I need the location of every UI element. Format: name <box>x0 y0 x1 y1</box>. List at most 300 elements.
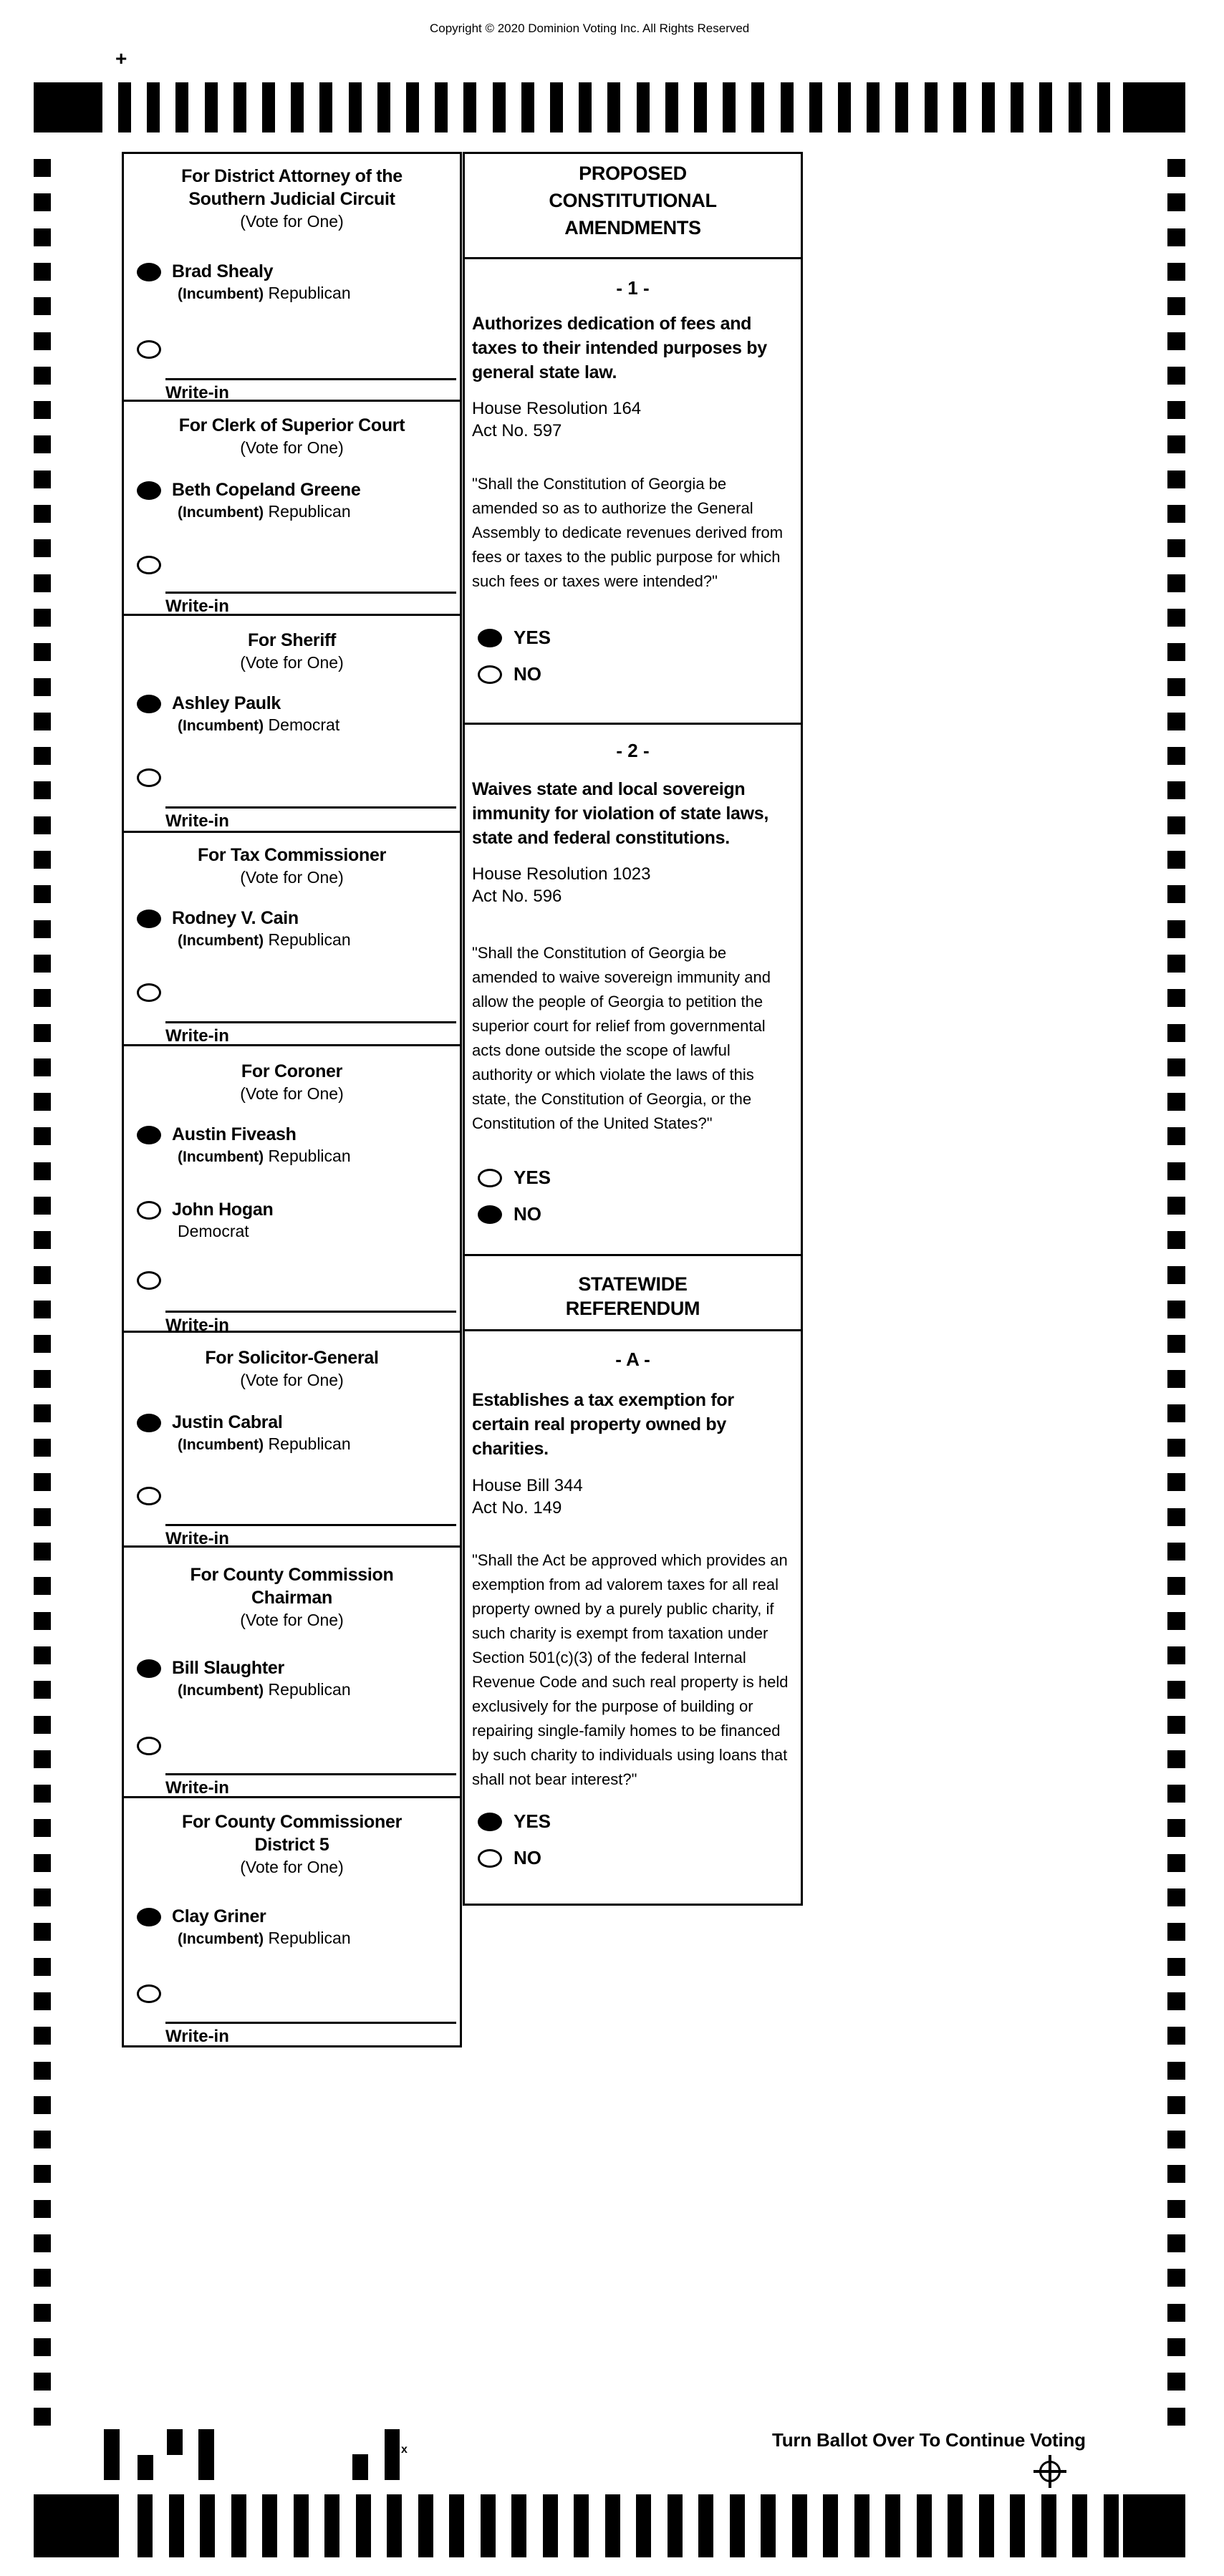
timing-mark <box>698 2494 713 2557</box>
timing-mark <box>34 713 51 730</box>
no-oval[interactable] <box>478 665 502 684</box>
timing-mark <box>895 82 908 132</box>
timing-mark <box>792 2494 807 2557</box>
timing-mark <box>34 263 51 281</box>
timing-mark <box>34 885 51 903</box>
timing-mark <box>1167 2304 1185 2322</box>
candidate-oval[interactable] <box>137 1201 161 1220</box>
timing-mark <box>1167 1923 1185 1941</box>
candidate-text <box>172 479 361 521</box>
measure-question: "Shall the Constitution of Georgia be amended so as to authorize the General Assembly to dedicate revenues derived from fees or taxes to the public purpose for which such fees or taxes were intended?" <box>472 475 784 590</box>
timing-mark <box>1167 1301 1185 1318</box>
timing-mark <box>34 193 51 211</box>
timing-mark <box>761 2494 776 2557</box>
timing-mark <box>34 297 51 315</box>
timing-mark <box>34 1958 51 1976</box>
timing-mark <box>979 2494 994 2557</box>
candidate-oval[interactable] <box>137 1659 161 1678</box>
timing-mark <box>34 1646 51 1664</box>
timing-mark <box>34 989 51 1007</box>
timing-mark <box>34 1716 51 1734</box>
timing-block <box>1123 2494 1185 2557</box>
timing-mark <box>34 2408 51 2426</box>
timing-mark <box>885 2494 900 2557</box>
timing-mark <box>34 1992 51 2010</box>
timing-mark <box>1167 193 1185 211</box>
timing-mark <box>34 1335 51 1353</box>
timing-mark <box>147 82 160 132</box>
timing-mark <box>781 82 794 132</box>
timing-mark <box>1167 2373 1185 2391</box>
write-in-label: Write-in <box>165 1529 229 1548</box>
timing-mark <box>34 1024 51 1042</box>
timing-mark <box>982 82 995 132</box>
timing-mark <box>1167 1819 1185 1837</box>
measure-choices <box>465 628 801 684</box>
write-in-area[interactable] <box>165 1524 456 1548</box>
write-in-oval[interactable] <box>137 983 161 1002</box>
candidate-text <box>172 1657 351 1699</box>
write-in-area[interactable] <box>165 592 456 616</box>
timing-mark <box>1167 781 1185 799</box>
timing-mark <box>169 2494 184 2557</box>
measure-number: - 2 - <box>616 740 650 761</box>
measure-summary: Establishes a tax exemption for certain real property owned by charities. <box>472 1390 734 1459</box>
timing-mark <box>34 159 51 177</box>
timing-mark <box>1167 713 1185 730</box>
timing-mark <box>34 781 51 799</box>
timing-mark <box>1167 1335 1185 1353</box>
timing-mark <box>205 82 218 132</box>
yes-oval[interactable] <box>478 1813 502 1831</box>
contest-coroner <box>122 1044 462 1333</box>
timing-mark <box>1097 82 1110 132</box>
candidate-name: Austin Fiveash <box>172 1124 297 1144</box>
timing-mark <box>34 435 51 453</box>
contest-sheriff <box>122 614 462 833</box>
timing-mark <box>34 747 51 765</box>
vote-for-instruction: (Vote for One) <box>240 212 344 231</box>
timing-mark <box>349 82 362 132</box>
timing-mark <box>34 2269 51 2287</box>
candidate-party: (Incumbent) Republican <box>178 1434 351 1453</box>
barcode-bar <box>198 2429 214 2480</box>
measure-choices <box>465 1168 801 1224</box>
contest-title: For County Commission Chairman <box>190 1565 394 1608</box>
timing-mark <box>1041 2494 1056 2557</box>
candidate-party: (Incumbent) Republican <box>178 284 351 302</box>
timing-mark <box>1167 1024 1185 1042</box>
timing-mark <box>34 1404 51 1422</box>
timing-mark <box>319 82 332 132</box>
no-label: NO <box>514 1203 541 1225</box>
vote-for-instruction: (Vote for One) <box>240 653 344 672</box>
timing-mark <box>1167 1646 1185 1664</box>
timing-mark <box>34 2165 51 2183</box>
timing-mark <box>1167 1750 1185 1768</box>
timing-mark <box>418 2494 433 2557</box>
timing-mark <box>1167 1508 1185 1526</box>
candidate-oval[interactable] <box>137 910 161 928</box>
choice-no[interactable] <box>478 1848 801 1868</box>
timing-mark <box>34 2062 51 2080</box>
timing-mark <box>34 1301 51 1318</box>
timing-mark <box>823 2494 838 2557</box>
write-in-area[interactable] <box>165 1021 456 1046</box>
copyright-text: Copyright © 2020 Dominion Voting Inc. All Rights Reserved <box>430 21 750 35</box>
write-in-oval[interactable] <box>137 1984 161 2003</box>
timing-mark <box>636 2494 651 2557</box>
vote-for-instruction: (Vote for One) <box>240 1611 344 1629</box>
timing-mark <box>1167 955 1185 973</box>
timing-mark <box>1167 2027 1185 2045</box>
timing-mark <box>34 2373 51 2391</box>
timing-mark <box>387 2494 402 2557</box>
no-oval[interactable] <box>478 1205 502 1224</box>
timing-mark <box>1167 2062 1185 2080</box>
write-in-label: Write-in <box>165 1316 229 1333</box>
timing-mark <box>917 2494 932 2557</box>
no-oval[interactable] <box>478 1849 502 1868</box>
timing-mark <box>1167 505 1185 523</box>
candidate-name: John Hogan <box>172 1200 274 1220</box>
barcode-bar <box>385 2429 400 2480</box>
timing-block <box>34 2494 119 2557</box>
timing-mark <box>1167 1958 1185 1976</box>
timing-mark <box>34 1231 51 1249</box>
timing-mark <box>493 82 506 132</box>
timing-mark <box>34 2131 51 2148</box>
timing-mark <box>34 1750 51 1768</box>
timing-mark <box>34 471 51 488</box>
candidate-text <box>172 1906 351 1948</box>
timing-mark <box>1167 2096 1185 2114</box>
timing-mark <box>1167 2338 1185 2356</box>
timing-mark <box>1167 1197 1185 1215</box>
timing-mark <box>34 1508 51 1526</box>
timing-mark <box>1167 228 1185 246</box>
timing-mark <box>435 82 448 132</box>
timing-mark <box>356 2494 371 2557</box>
timing-mark <box>867 82 880 132</box>
no-label: NO <box>514 1847 541 1868</box>
write-in-label: Write-in <box>165 811 229 831</box>
turn-ballot-instruction: Turn Ballot Over To Continue Voting <box>772 2429 1086 2451</box>
measure-question: "Shall the Constitution of Georgia be amended to waive sovereign immunity and allow the people of Georgia to petition the superior court for relief from governmental acts done outside the scope of lawful authority or which violate the laws of this state, the Constitution of Georgia, or the Constitution of the United States?" <box>472 944 771 1132</box>
timing-mark <box>838 82 851 132</box>
contest-title: For County Commissioner District 5 <box>181 1812 403 1855</box>
write-in-oval[interactable] <box>137 1487 161 1505</box>
timing-mark <box>34 401 51 419</box>
measure-reference: House Bill 344 Act No. 149 <box>472 1476 583 1518</box>
barcode-bar <box>352 2454 368 2480</box>
timing-mark <box>809 82 822 132</box>
timing-mark <box>1039 82 1052 132</box>
timing-mark <box>1167 816 1185 834</box>
candidate-text <box>172 907 351 950</box>
timing-mark <box>34 2304 51 2322</box>
referendum-header: STATEWIDE REFERENDUM <box>463 1254 803 1331</box>
write-in-oval[interactable] <box>137 1271 161 1290</box>
registration-crosshair-icon <box>1033 2455 1066 2488</box>
measure-reference: House Resolution 1023 Act No. 596 <box>472 864 651 906</box>
timing-mark <box>574 2494 589 2557</box>
write-in-label: Write-in <box>165 1026 229 1046</box>
write-in-oval[interactable] <box>137 340 161 359</box>
timing-mark <box>511 2494 526 2557</box>
timing-mark <box>668 2494 683 2557</box>
contest-county-commission-chairman <box>122 1545 462 1798</box>
candidate-text <box>172 1124 351 1166</box>
measure-amendment-2 <box>463 723 803 1256</box>
timing-mark <box>1167 747 1185 765</box>
measure-referendum-a <box>463 1329 803 1906</box>
timing-mark <box>138 2494 153 2557</box>
measure-amendment-1 <box>463 257 803 725</box>
timing-mark <box>1167 2165 1185 2183</box>
timing-mark <box>34 1785 51 1803</box>
candidate-row <box>124 693 460 735</box>
candidate-oval[interactable] <box>137 1414 161 1432</box>
timing-mark <box>231 2494 246 2557</box>
timing-block <box>1123 82 1185 132</box>
timing-mark <box>579 82 592 132</box>
crosshair-circle <box>1039 2461 1061 2482</box>
timing-mark <box>34 539 51 557</box>
write-in-area[interactable] <box>165 1311 456 1333</box>
timing-mark <box>34 851 51 869</box>
timing-mark <box>1167 263 1185 281</box>
timing-mark <box>449 2494 464 2557</box>
timing-mark <box>1167 1439 1185 1457</box>
timing-mark <box>1167 851 1185 869</box>
barcode-bar <box>167 2429 183 2455</box>
timing-mark <box>34 1058 51 1076</box>
timing-mark <box>751 82 764 132</box>
barcode-bar <box>104 2429 120 2480</box>
timing-mark <box>34 1543 51 1560</box>
candidate-text <box>172 1412 351 1454</box>
timing-mark <box>1167 609 1185 627</box>
timing-mark <box>34 1577 51 1595</box>
timing-mark <box>1167 2408 1185 2426</box>
timing-mark <box>34 1439 51 1457</box>
timing-mark <box>1167 920 1185 938</box>
timing-mark <box>1167 1058 1185 1076</box>
timing-mark <box>34 1681 51 1699</box>
timing-mark <box>543 2494 558 2557</box>
write-in-area[interactable] <box>165 806 456 831</box>
timing-mark <box>118 82 131 132</box>
timing-mark <box>1167 1888 1185 1906</box>
timing-mark <box>1167 471 1185 488</box>
timing-mark <box>34 1819 51 1837</box>
timing-mark <box>1167 1093 1185 1111</box>
timing-mark <box>1167 1473 1185 1491</box>
write-in-label: Write-in <box>165 1778 229 1798</box>
corner-x-mark: x <box>401 2444 408 2456</box>
no-label: NO <box>514 663 541 685</box>
timing-mark <box>34 2338 51 2356</box>
timing-mark <box>1069 82 1081 132</box>
candidate-party: (Incumbent) Republican <box>178 1680 351 1699</box>
write-in-label: Write-in <box>165 383 229 402</box>
timing-mark <box>377 82 390 132</box>
candidate-name: Ashley Paulk <box>172 693 281 713</box>
timing-mark <box>925 82 938 132</box>
timing-mark <box>1167 332 1185 350</box>
candidate-oval[interactable] <box>137 263 161 281</box>
candidate-row <box>124 1906 460 1948</box>
timing-mark <box>34 228 51 246</box>
candidate-party: (Incumbent) Republican <box>178 502 351 521</box>
timing-mark <box>605 2494 620 2557</box>
timing-mark <box>1167 2234 1185 2252</box>
candidate-party: (Incumbent) Republican <box>178 1929 351 1947</box>
measure-question: "Shall the Act be approved which provides an exemption from ad valorem taxes for all real property owned by a purely public charity, if such charity is exempt from taxation under Section 501(c)(3) of the federal Internal Revenue Code and such real property is held exclusively for the purpose of building or repairing single-family homes to be financed by such charity to individuals using loans that shall not bear interest?" <box>472 1551 789 1788</box>
candidate-row <box>124 1199 460 1241</box>
timing-mark <box>294 2494 309 2557</box>
write-in-area[interactable] <box>165 378 456 402</box>
timing-mark <box>1011 82 1023 132</box>
timing-mark <box>34 816 51 834</box>
timing-mark <box>34 920 51 938</box>
contest-tax-commissioner <box>122 831 462 1046</box>
candidate-oval[interactable] <box>137 481 161 500</box>
choice-no[interactable] <box>478 665 801 684</box>
timing-mark <box>324 2494 339 2557</box>
vote-for-instruction: (Vote for One) <box>240 1084 344 1103</box>
candidate-name: Clay Griner <box>172 1906 266 1926</box>
timing-mark <box>1010 2494 1025 2557</box>
timing-mark <box>854 2494 869 2557</box>
timing-mark <box>607 82 620 132</box>
amendments-header: PROPOSED CONSTITUTIONAL AMENDMENTS <box>463 152 803 259</box>
candidate-text <box>172 261 351 303</box>
timing-mark <box>1167 401 1185 419</box>
measure-summary: Authorizes dedication of fees and taxes to their intended purposes by general state law. <box>472 314 767 382</box>
write-in-label: Write-in <box>165 597 229 616</box>
timing-mark <box>1167 1992 1185 2010</box>
plus-registration-mark: + <box>115 47 127 69</box>
timing-mark <box>1167 159 1185 177</box>
timing-mark <box>463 82 476 132</box>
timing-mark <box>34 1370 51 1388</box>
write-in-oval[interactable] <box>137 1737 161 1755</box>
timing-mark <box>34 1093 51 1111</box>
contest-title: For Tax Commissioner <box>197 845 387 865</box>
candidate-party: Democrat <box>178 1222 249 1240</box>
timing-mark <box>262 82 275 132</box>
timing-mark <box>291 82 304 132</box>
timing-mark <box>481 2494 496 2557</box>
timing-mark <box>34 2234 51 2252</box>
candidate-oval[interactable] <box>137 695 161 713</box>
timing-mark <box>34 505 51 523</box>
timing-mark <box>730 2494 745 2557</box>
timing-mark <box>34 955 51 973</box>
write-in-oval[interactable] <box>137 556 161 574</box>
timing-mark <box>948 2494 963 2557</box>
timing-mark <box>953 82 966 132</box>
timing-mark <box>1167 2131 1185 2148</box>
contest-solicitor-general <box>122 1331 462 1548</box>
yes-oval[interactable] <box>478 629 502 647</box>
timing-mark <box>34 1127 51 1145</box>
write-in-area[interactable] <box>165 2022 456 2047</box>
contest-title: For Clerk of Superior Court <box>178 415 405 435</box>
measure-choices <box>465 1812 801 1868</box>
contest-title: For Sheriff <box>247 630 337 650</box>
candidate-name: Rodney V. Cain <box>172 908 299 928</box>
timing-mark <box>1167 574 1185 592</box>
candidate-party: (Incumbent) Republican <box>178 1147 351 1165</box>
yes-oval[interactable] <box>478 1169 502 1187</box>
timing-mark <box>34 2096 51 2114</box>
write-in-area[interactable] <box>165 1773 456 1798</box>
timing-mark <box>1104 2494 1119 2557</box>
choice-yes[interactable] <box>478 1168 801 1187</box>
candidate-row <box>124 1124 460 1166</box>
timing-mark <box>34 1888 51 1906</box>
timing-mark <box>1167 367 1185 385</box>
timing-mark <box>1167 2269 1185 2287</box>
timing-mark <box>723 82 736 132</box>
timing-mark <box>1167 435 1185 453</box>
timing-mark <box>1167 1681 1185 1699</box>
choice-yes[interactable] <box>478 1812 801 1831</box>
timing-mark <box>34 609 51 627</box>
timing-mark <box>1167 1266 1185 1284</box>
candidate-row <box>124 1412 460 1454</box>
vote-for-instruction: (Vote for One) <box>240 438 344 457</box>
timing-mark <box>521 82 534 132</box>
timing-mark <box>34 1162 51 1180</box>
choice-no[interactable] <box>478 1205 801 1224</box>
candidate-text <box>172 1199 273 1241</box>
timing-mark <box>34 1923 51 1941</box>
timing-mark <box>665 82 678 132</box>
measure-summary: Waives state and local sovereign immunity for violation of state laws, state and federal constitutions. <box>472 779 768 848</box>
timing-mark <box>34 367 51 385</box>
candidate-oval[interactable] <box>137 1908 161 1926</box>
vote-for-instruction: (Vote for One) <box>240 868 344 887</box>
contest-county-commissioner-district-5 <box>122 1796 462 2047</box>
contest-district-attorney <box>122 152 462 402</box>
candidate-name: Brad Shealy <box>172 261 274 281</box>
timing-mark <box>1167 1370 1185 1388</box>
timing-mark <box>34 1266 51 1284</box>
choice-yes[interactable] <box>478 628 801 647</box>
timing-mark <box>1167 643 1185 661</box>
timing-mark <box>200 2494 215 2557</box>
timing-mark <box>34 574 51 592</box>
timing-mark <box>1167 1404 1185 1422</box>
timing-mark <box>1167 1543 1185 1560</box>
candidate-party: (Incumbent) Republican <box>178 930 351 949</box>
timing-mark <box>34 2027 51 2045</box>
timing-mark <box>1167 1577 1185 1595</box>
barcode-bar <box>138 2455 153 2480</box>
timing-mark <box>1167 1162 1185 1180</box>
timing-mark <box>550 82 563 132</box>
write-in-oval[interactable] <box>137 768 161 787</box>
timing-mark <box>1072 2494 1087 2557</box>
candidate-text <box>172 693 339 735</box>
candidate-name: Bill Slaughter <box>172 1658 284 1678</box>
yes-label: YES <box>514 1167 551 1188</box>
candidate-oval[interactable] <box>137 1126 161 1144</box>
